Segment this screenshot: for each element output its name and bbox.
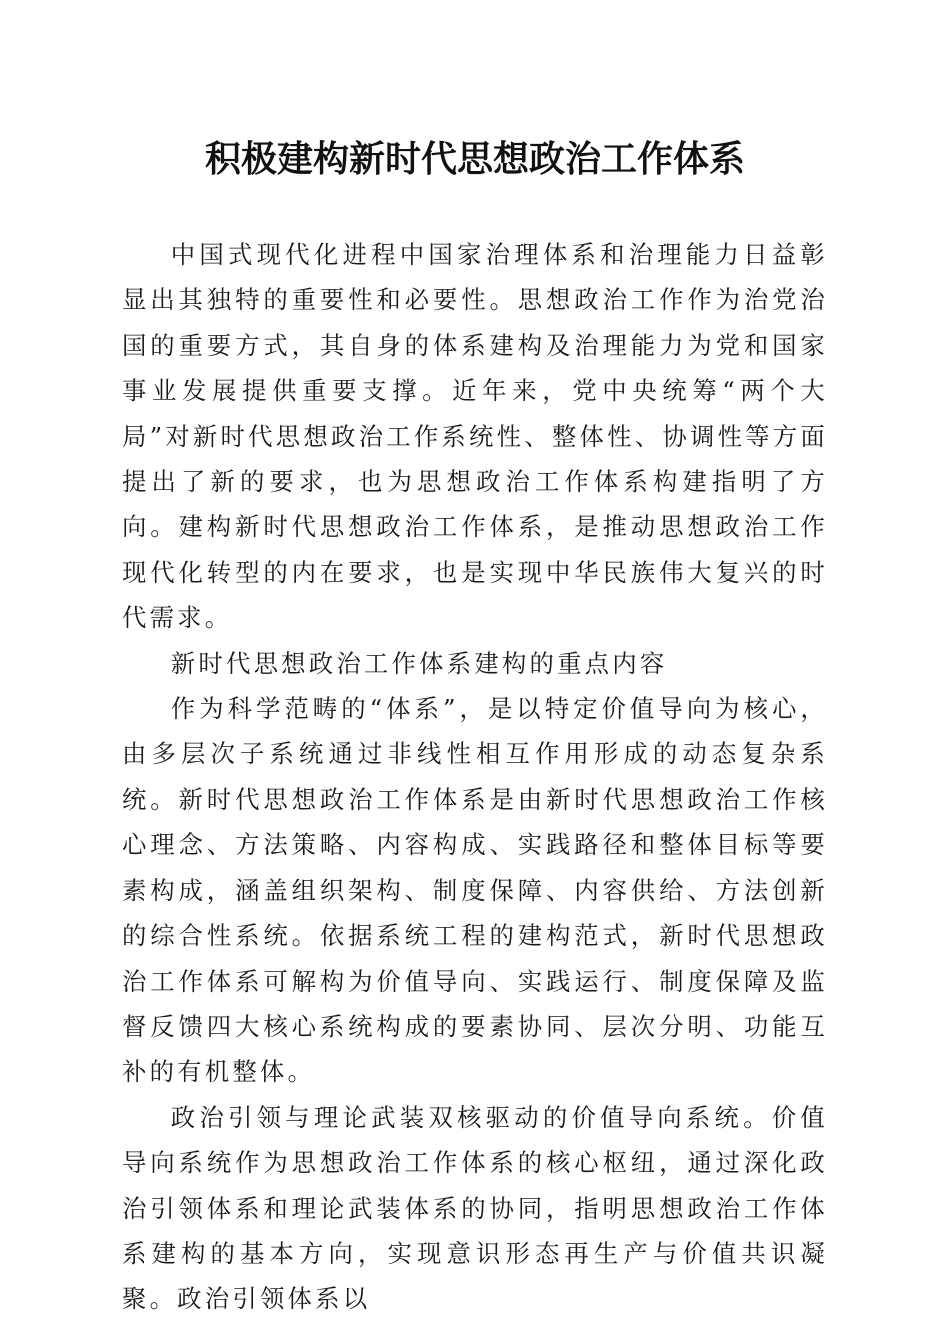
paragraph-system-definition: 作为科学范畴的“体系”，是以特定价值导向为核心，由多层次子系统通过非线性相互作用形成的动态复杂系统。新时代思想政治工作体系是由新时代思想政治工作核心理念、方法策略、内容构成、实践路径和整体目标等要素构成，涵盖组织架构、制度保障、内容供给、方法创新的综合性系统。依据系统工程的建构范式，新时代思想政治工作体系可解构为价值导向、实践运行、制度保障及监督反馈四大核心系统构成的要素协同、层次分明、功能互补的有机整体。 xyxy=(122,694,828,1087)
section-heading: 新时代思想政治工作体系建构的重点内容 xyxy=(170,648,668,678)
paragraph-value-orientation: 政治引领与理论武装双核驱动的价值导向系统。价值导向系统作为思想政治工作体系的核心枢纽，通过深化政治引领体系和理论武装体系的协同，指明思想政治工作体系建构的基本方向，实现意识形态再生产与价值共识凝聚。政治引领体系以 xyxy=(122,1102,828,1314)
document-body xyxy=(122,232,828,1322)
paragraph-intro: 中国式现代化进程中国家治理体系和治理能力日益彰显出其独特的重要性和必要性。思想政治工作作为治党治国的重要方式，其自身的体系建构及治理能力为党和国家事业发展提供重要支撑。近年来，党中央统筹“两个大局”对新时代思想政治工作系统性、整体性、协调性等方面提出了新的要求，也为思想政治工作体系构建指明了方向。建构新时代思想政治工作体系，是推动思想政治工作现代化转型的内在要求，也是实现中华民族伟大复兴的时代需求。 xyxy=(122,240,828,633)
document-title: 积极建构新时代思想政治工作体系 xyxy=(204,138,745,180)
